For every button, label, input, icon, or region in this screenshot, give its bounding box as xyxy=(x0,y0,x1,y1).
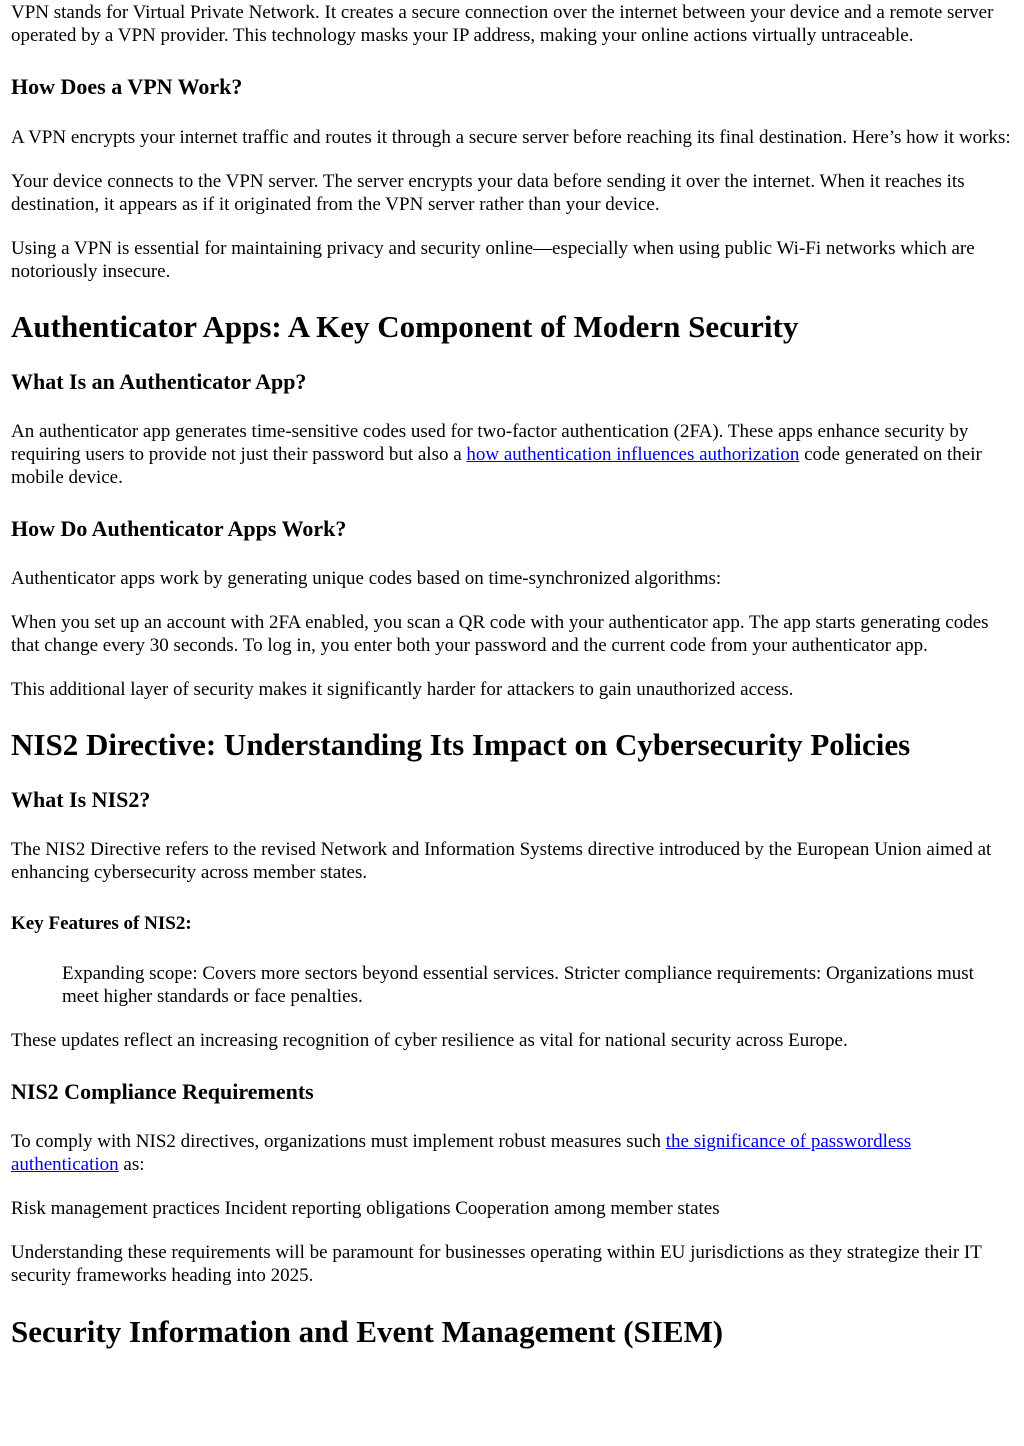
nis2-key-features-heading: Key Features of NIS2: xyxy=(11,913,192,934)
passwordless-authentication-link[interactable]: the significance of passwordless authentication xyxy=(11,1131,912,1175)
vpn-paragraph-3: Using a VPN is essential for maintaining privacy and security online—especially when using public Wi-Fi networks which are notoriously insecure. xyxy=(11,238,975,282)
authenticator-paragraph-3: When you set up an account with 2FA enabled, you scan a QR code with your authenticator app. The app starts generating codes that change every 30 seconds. To log in, you enter both your password and the current code from your authenticator app. xyxy=(11,612,989,656)
intro-paragraph: VPN stands for Virtual Private Network. It creates a secure connection over the internet between your device and a remote server operated by a VPN provider. This technology masks your IP address, making your online actions virtually untraceable. xyxy=(11,2,994,46)
nis2-compliance-paragraph-2: Risk management practices Incident reporting obligations Cooperation among member states xyxy=(11,1198,720,1219)
authentication-authorization-link[interactable]: how authentication influences authorization xyxy=(466,444,800,465)
siem-title: Security Information and Event Management (SIEM) xyxy=(11,1314,724,1349)
nis2-title: NIS2 Directive: Understanding Its Impact on Cybersecurity Policies xyxy=(11,727,911,762)
how-authenticator-works-heading: How Do Authenticator Apps Work? xyxy=(11,516,347,541)
vpn-paragraph-1: A VPN encrypts your internet traffic and routes it through a secure server before reaching its final destination. Here’s how it works: xyxy=(11,127,1011,148)
authenticator-paragraph-4: This additional layer of security makes it significantly harder for attackers to gain unauthorized access. xyxy=(11,679,794,700)
compliance-text-before-link: To comply with NIS2 directives, organizations must implement robust measures such xyxy=(11,1131,666,1152)
how-vpn-works-heading: How Does a VPN Work? xyxy=(11,74,243,99)
nis2-key-features-quote: Expanding scope: Covers more sectors beyond essential services. Stricter compliance requirements: Organizations must meet higher standards or face penalties. xyxy=(62,963,974,1007)
nis2-compliance-paragraph-3: Understanding these requirements will be paramount for businesses operating within EU jurisdictions as they strategize their IT security frameworks heading into 2025. xyxy=(11,1242,982,1286)
nis2-compliance-heading: NIS2 Compliance Requirements xyxy=(11,1079,314,1104)
nis2-paragraph-1: The NIS2 Directive refers to the revised Network and Information Systems directive introduced by the European Union aimed at enhancing cybersecurity across member states. xyxy=(11,839,992,883)
authenticator-paragraph-1 xyxy=(11,420,1013,489)
authenticator-text-before-link: An authenticator app generates time-sensitive codes used for two-factor authentication (2FA). These apps enhance security by requiring users to provide not just their password but also a xyxy=(11,421,969,465)
nis2-paragraph-2: These updates reflect an increasing recognition of cyber resilience as vital for national security across Europe. xyxy=(11,1030,848,1051)
authenticator-text-after-link: code generated on their mobile device. xyxy=(11,444,982,488)
what-is-nis2-heading: What Is NIS2? xyxy=(11,787,151,812)
compliance-text-after-link: as: xyxy=(118,1154,145,1175)
vpn-paragraph-2: Your device connects to the VPN server. The server encrypts your data before sending it over the internet. When it reaches its destination, it appears as if it originated from the VPN server rather than your device. xyxy=(11,171,965,215)
authenticator-paragraph-2: Authenticator apps work by generating unique codes based on time-synchronized algorithms: xyxy=(11,568,722,589)
nis2-compliance-paragraph-1 xyxy=(11,1130,1013,1176)
what-is-authenticator-heading: What Is an Authenticator App? xyxy=(11,369,307,394)
authenticator-apps-title: Authenticator Apps: A Key Component of Modern Security xyxy=(11,309,799,344)
